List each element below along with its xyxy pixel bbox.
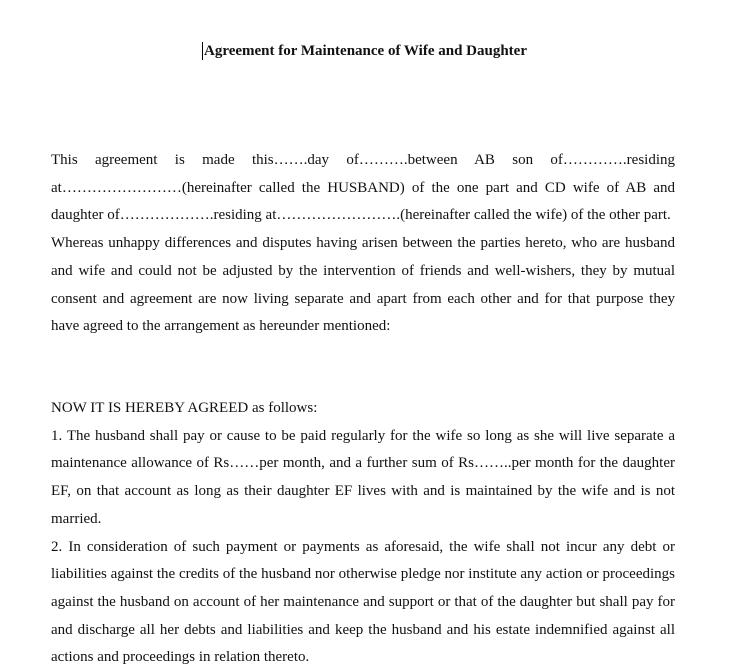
opening-section <box>51 147 675 341</box>
parties-paragraph: This agreement is made this…….day of……….between AB son of………….residing at……………………(hereinafter called the HUSBAND) of the one part and CD wife of AB and daughter of……………….residing at…………………….(hereinafter called the wife) of the other part. <box>51 152 675 224</box>
document-title-wrapper <box>204 41 527 61</box>
clause-1: 1. The husband shall pay or cause to be paid regularly for the wife so long as she will live separate a maintenance allowance of Rs……per month, and a further sum of Rs……..per month for the daughter EF, on that account as long as their daughter EF lives with and is maintained by the wife and is not married. <box>51 427 675 527</box>
document-title: Agreement for Maintenance of Wife and Daughter <box>203 43 527 59</box>
agreement-heading: NOW IT IS HEREBY AGREED as follows: <box>51 400 318 416</box>
recital-paragraph: Whereas unhappy differences and disputes having arisen between the parties hereto, who are husband and wife and could not be adjusted by the intervention of friends and well-wishers, they by mutual consent and agreement are now living separate and apart from each other and for that purpose they have agreed to the arrangement as hereunder mentioned: <box>51 235 675 335</box>
terms-section <box>51 395 675 672</box>
document-title-line <box>0 41 730 61</box>
text-cursor <box>202 42 203 60</box>
clause-2: 2. In consideration of such payment or payments as aforesaid, the wife shall not incur any debt or liabilities against the credits of the husband nor otherwise pledge nor institute any action or proceedings against the husband on account of her maintenance and support or that of the daughter but shall pay for and discharge all her debts and liabilities and keep the husband and his estate indemnified against all actions and proceedings in relation thereto. <box>51 538 675 666</box>
